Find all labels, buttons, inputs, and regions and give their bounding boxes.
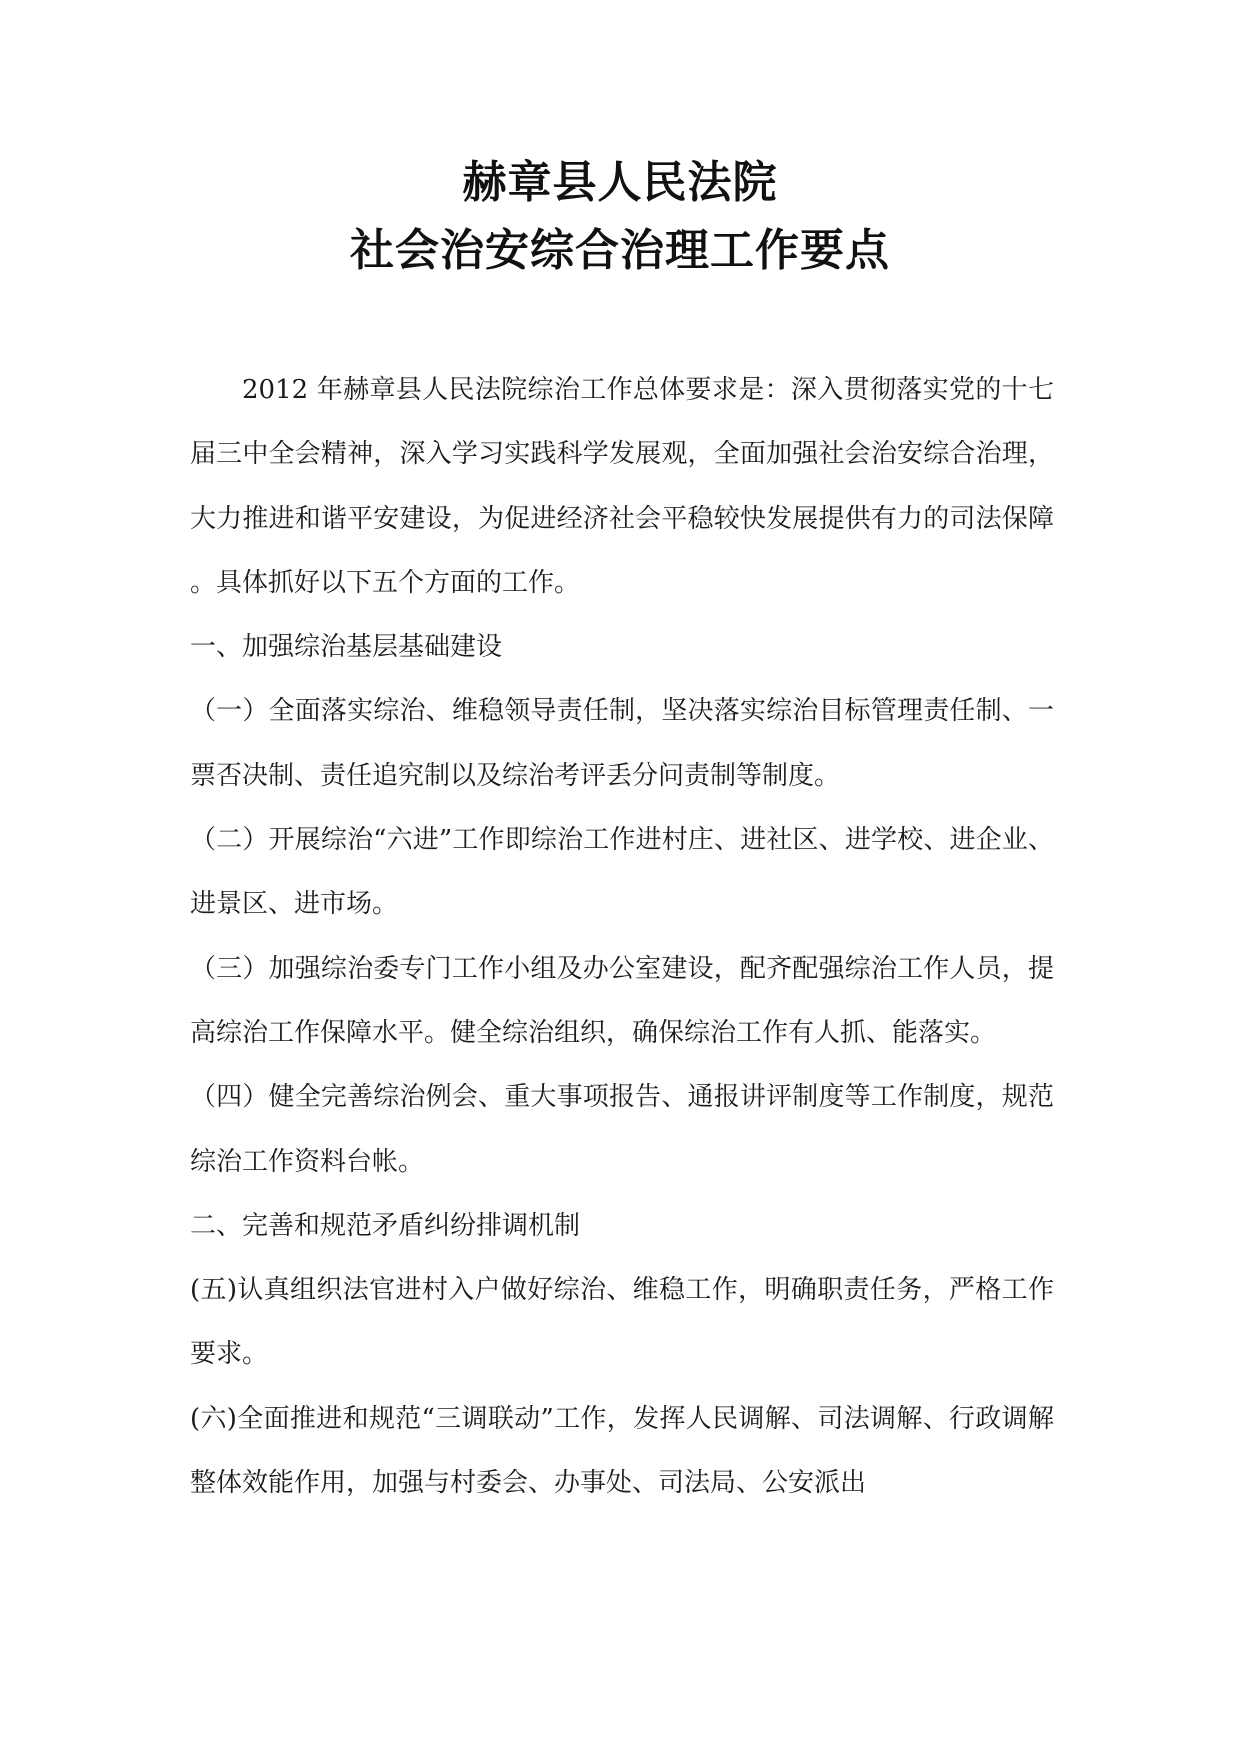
document-title [0, 152, 1240, 282]
item-paragraph-2: （二）开展综治“六进”工作即综治工作进村庄、进社区、进学校、进企业、进景区、进市场。 [190, 825, 1054, 920]
section-heading-2: 二、完善和规范矛盾纠纷排调机制 [190, 1210, 581, 1241]
item-paragraph-1: （一）全面落实综治、维稳领导责任制，坚决落实综治目标管理责任制、一票否决制、责任追究制以及综治考评丢分问责制等制度。 [190, 696, 1054, 791]
item-paragraph-4: （四）健全完善综治例会、重大事项报告、通报讲评制度等工作制度，规范综治工作资料台帐。 [190, 1082, 1054, 1177]
item-paragraph-5: (五)认真组织法官进村入户做好综治、维稳工作，明确职责任务，严格工作要求。 [190, 1275, 1054, 1370]
item-paragraph-3: （三）加强综治委专门工作小组及办公室建设，配齐配强综治工作人员，提高综治工作保障水平。健全综治组织，确保综治工作有人抓、能落实。 [190, 953, 1054, 1048]
title-line-subject: 社会治安综合治理工作要点 [350, 225, 890, 276]
item-paragraph-6: (六)全面推进和规范“三调联动”工作，发挥人民调解、司法调解、行政调解整体效能作用，加强与村委会、办事处、司法局、公安派出 [190, 1403, 1054, 1499]
title-line-court: 赫章县人民法院 [462, 157, 778, 208]
intro-paragraph: 2012 年赫章县人民法院综治工作总体要求是：深入贯彻落实党的十七届三中全会精神，深入学习实践科学发展观，全面加强社会治安综合治理，大力推进和谐平安建设，为促进经济社会平稳较快发展提供有力的司法保障。具体抓好以下五个方面的工作。 [190, 375, 1054, 598]
document-body [190, 358, 1054, 1515]
section-heading-1: 一、加强综治基层基础建设 [190, 632, 503, 663]
